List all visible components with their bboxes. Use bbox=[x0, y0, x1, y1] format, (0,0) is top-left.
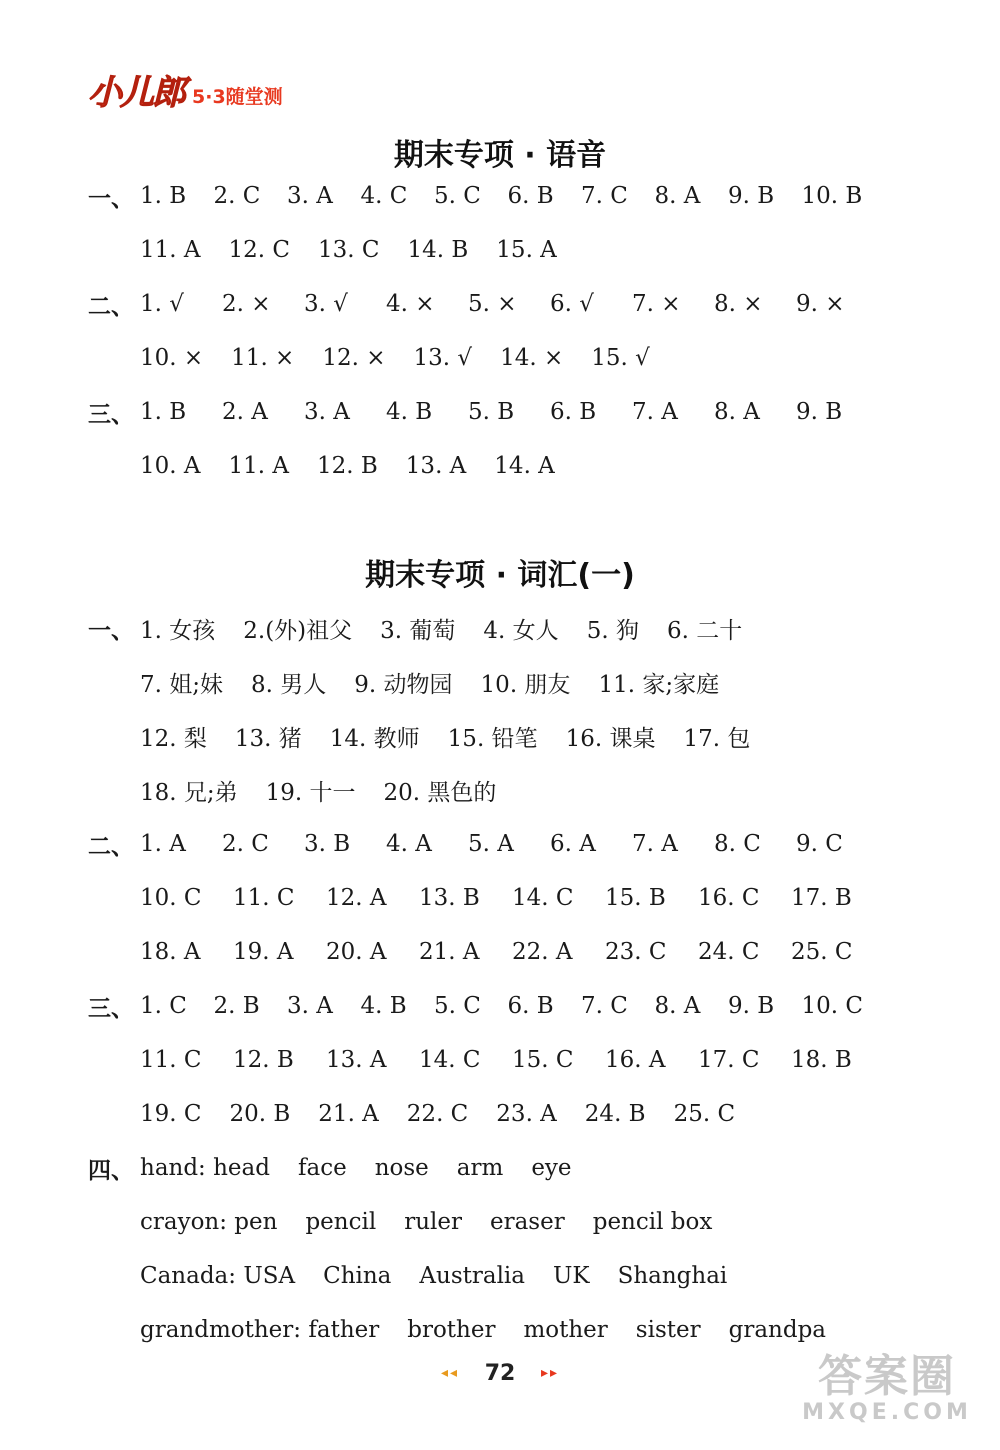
answer-item: 1. B bbox=[140, 399, 187, 425]
answer-item: 15. √ bbox=[591, 345, 650, 371]
answer-line bbox=[140, 1094, 763, 1134]
answer-item: 14. C bbox=[512, 885, 574, 911]
answer-item: 3. 葡萄 bbox=[380, 617, 456, 644]
answer-item: pencil bbox=[305, 1209, 377, 1235]
answer-item: 15. C bbox=[512, 1047, 574, 1073]
answer-item: eye bbox=[531, 1155, 572, 1181]
answer-item: Canada: USA bbox=[140, 1263, 296, 1289]
answer-item: 15. B bbox=[605, 885, 666, 911]
question-group-marker: 二、 bbox=[88, 293, 134, 320]
answer-item: 8. A bbox=[714, 399, 760, 425]
answer-item: 7. C bbox=[581, 183, 628, 209]
answer-item: 6. B bbox=[507, 183, 554, 209]
watermark-logo: 答案圈 bbox=[818, 1351, 956, 1402]
answer-line bbox=[140, 446, 583, 486]
answer-item: 4. × bbox=[386, 291, 435, 317]
answer-item: 14. A bbox=[494, 453, 555, 479]
answer-item: 17. B bbox=[791, 885, 852, 911]
answer-item: 16. C bbox=[698, 885, 760, 911]
answer-item: 2. × bbox=[222, 291, 271, 317]
answer-item: face bbox=[297, 1155, 347, 1181]
answer-item: 18. A bbox=[140, 939, 201, 965]
answer-item: 13. A bbox=[326, 1047, 387, 1073]
answer-item: sister bbox=[635, 1317, 701, 1343]
question-group-marker: 二、 bbox=[88, 833, 134, 860]
answer-item: 4. C bbox=[360, 183, 408, 209]
answer-item: 9. B bbox=[728, 993, 775, 1019]
page-header bbox=[88, 72, 283, 112]
answer-item: 5. 狗 bbox=[586, 617, 639, 644]
answer-item: 8. × bbox=[714, 291, 763, 317]
answer-line bbox=[140, 1148, 600, 1188]
answer-item: 22. C bbox=[406, 1101, 469, 1127]
answer-line bbox=[140, 986, 875, 1026]
answer-item: 24. C bbox=[698, 939, 760, 965]
answer-item: 7. C bbox=[581, 993, 628, 1019]
answer-line bbox=[140, 284, 878, 324]
answer-item: 14. B bbox=[407, 237, 469, 263]
answer-item: 1. 女孩 bbox=[140, 617, 216, 644]
answer-item: 21. A bbox=[419, 939, 480, 965]
answer-item: 21. A bbox=[318, 1101, 379, 1127]
answer-item: 12. C bbox=[228, 237, 290, 263]
answer-item: 6. √ bbox=[550, 291, 594, 317]
answer-item: 5. C bbox=[434, 183, 481, 209]
answer-item: China bbox=[323, 1263, 392, 1289]
answer-item: 19. 十一 bbox=[265, 779, 356, 806]
answer-line bbox=[140, 1202, 740, 1242]
answer-item: 16. 课桌 bbox=[565, 725, 656, 752]
question-group-marker: 一、 bbox=[88, 185, 134, 212]
section-title: 期末专项 · 词汇(一) bbox=[365, 558, 635, 593]
answer-line bbox=[140, 230, 585, 270]
answer-item: 20. A bbox=[326, 939, 387, 965]
answer-item: 10. C bbox=[140, 885, 202, 911]
answer-item: 19. C bbox=[140, 1101, 202, 1127]
answer-item: 9. × bbox=[796, 291, 845, 317]
answer-line bbox=[140, 716, 778, 756]
answer-item: ruler bbox=[404, 1209, 462, 1235]
arrows-right-icon: ▸▸ bbox=[540, 1365, 560, 1381]
question-group-marker: 三、 bbox=[88, 995, 134, 1022]
answer-item: 10. B bbox=[801, 183, 863, 209]
answer-item: 13. 猪 bbox=[234, 725, 302, 752]
answer-item: 23. A bbox=[496, 1101, 557, 1127]
answer-item: eraser bbox=[489, 1209, 565, 1235]
answer-item: brother bbox=[407, 1317, 496, 1343]
answer-item: 19. A bbox=[233, 939, 294, 965]
answer-item: 11. C bbox=[233, 885, 295, 911]
watermark-url: MXQE.COM bbox=[802, 1400, 972, 1425]
answer-item: 14. × bbox=[500, 345, 564, 371]
answer-item: 20. B bbox=[229, 1101, 291, 1127]
answer-item: Shanghai bbox=[617, 1263, 728, 1289]
answer-item: 1. √ bbox=[140, 291, 184, 317]
answer-item: 9. B bbox=[796, 399, 843, 425]
answer-item: 10. 朋友 bbox=[480, 671, 571, 698]
answer-item: grandpa bbox=[728, 1317, 827, 1343]
answer-item: 9. 动物园 bbox=[354, 671, 453, 698]
answer-line bbox=[140, 338, 678, 378]
answer-item: 25. C bbox=[673, 1101, 736, 1127]
answer-item: crayon: pen bbox=[140, 1209, 278, 1235]
answer-item: 18. 兄;弟 bbox=[140, 779, 238, 806]
answer-item: 12. B bbox=[233, 1047, 294, 1073]
answer-item: 20. 黑色的 bbox=[383, 779, 497, 806]
answer-item: 1. B bbox=[140, 183, 187, 209]
answer-item: 2. B bbox=[213, 993, 260, 1019]
answer-item: 25. C bbox=[791, 939, 853, 965]
answer-item: 11. × bbox=[231, 345, 295, 371]
answer-item: 4. A bbox=[386, 831, 432, 857]
answer-item: 14. C bbox=[419, 1047, 481, 1073]
answer-item: 11. A bbox=[228, 453, 289, 479]
answer-item: 11. C bbox=[140, 1047, 202, 1073]
answer-item: 13. B bbox=[419, 885, 480, 911]
watermark bbox=[792, 1340, 982, 1430]
question-group-marker: 一、 bbox=[88, 617, 134, 644]
answer-item: 3. √ bbox=[304, 291, 348, 317]
answer-line bbox=[140, 662, 747, 702]
answer-item: 5. × bbox=[468, 291, 517, 317]
answer-item: pencil box bbox=[592, 1209, 713, 1235]
answer-line bbox=[140, 392, 878, 432]
answer-line bbox=[140, 932, 884, 972]
answer-item: 11. A bbox=[140, 237, 201, 263]
answer-item: 12. A bbox=[326, 885, 387, 911]
answer-item: 10. A bbox=[140, 453, 201, 479]
answer-item: 8. A bbox=[654, 183, 701, 209]
answer-item: 10. × bbox=[140, 345, 204, 371]
question-group-marker: 三、 bbox=[88, 401, 134, 428]
answer-item: 8. A bbox=[654, 993, 701, 1019]
answer-line bbox=[140, 824, 878, 864]
answer-item: 14. 教师 bbox=[329, 725, 420, 752]
answer-item: 7. A bbox=[632, 399, 678, 425]
answer-item: 8. 男人 bbox=[251, 671, 327, 698]
answer-item: arm bbox=[456, 1155, 504, 1181]
answer-line bbox=[140, 176, 875, 216]
answer-item: 18. B bbox=[791, 1047, 852, 1073]
answer-item: 5. B bbox=[468, 399, 515, 425]
answer-item: 15. 铅笔 bbox=[447, 725, 538, 752]
answer-item: 24. B bbox=[584, 1101, 646, 1127]
answer-item: 13. √ bbox=[413, 345, 473, 371]
answer-line bbox=[140, 1040, 884, 1080]
answer-item: 22. A bbox=[512, 939, 573, 965]
answer-item: 7. 姐;妹 bbox=[140, 671, 224, 698]
page-number: 72 bbox=[484, 1360, 516, 1386]
answer-item: 13. C bbox=[318, 237, 380, 263]
answer-item: 12. 梨 bbox=[140, 725, 207, 752]
answer-item: 13. A bbox=[405, 453, 467, 479]
answer-item: 1. A bbox=[140, 831, 186, 857]
answer-line bbox=[140, 1310, 854, 1350]
answer-item: 4. B bbox=[360, 993, 407, 1019]
answer-item: 16. A bbox=[605, 1047, 666, 1073]
answer-item: 3. B bbox=[304, 831, 351, 857]
answer-item: 2. A bbox=[222, 399, 268, 425]
answer-line bbox=[140, 1256, 755, 1296]
answer-item: 3. A bbox=[304, 399, 350, 425]
answer-item: 12. B bbox=[317, 453, 378, 479]
answer-item: 12. × bbox=[322, 345, 386, 371]
answer-item: 9. B bbox=[728, 183, 775, 209]
answer-item: 2. C bbox=[222, 831, 269, 857]
answer-item: mother bbox=[523, 1317, 608, 1343]
answer-item: Australia bbox=[419, 1263, 525, 1289]
answer-item: 2. C bbox=[213, 183, 261, 209]
answer-item: nose bbox=[374, 1155, 429, 1181]
answer-item: 6. 二十 bbox=[666, 617, 743, 644]
answer-item: 17. 包 bbox=[683, 725, 751, 752]
answer-item: grandmother: father bbox=[140, 1317, 380, 1343]
answer-item: 2.(外)祖父 bbox=[243, 617, 353, 644]
answer-item: 4. B bbox=[386, 399, 433, 425]
answer-item: 15. A bbox=[496, 237, 557, 263]
answer-item: 6. B bbox=[507, 993, 554, 1019]
section-title: 期末专项 · 语音 bbox=[393, 138, 607, 173]
answer-item: UK bbox=[553, 1263, 590, 1289]
answer-item: 4. 女人 bbox=[483, 617, 559, 644]
answer-item: 9. C bbox=[796, 831, 843, 857]
series-subtitle: 5·3随堂测 bbox=[192, 86, 283, 108]
answer-item: 17. C bbox=[698, 1047, 760, 1073]
answer-line bbox=[140, 878, 884, 918]
arrows-left-icon: ◂◂ bbox=[440, 1365, 460, 1381]
answer-item: 3. A bbox=[287, 993, 333, 1019]
answer-item: hand: head bbox=[140, 1155, 270, 1181]
answer-item: 7. × bbox=[632, 291, 681, 317]
answer-item: 6. B bbox=[550, 399, 597, 425]
answer-item: 1. C bbox=[140, 993, 187, 1019]
brand-logo: 小儿郎 bbox=[88, 73, 184, 113]
answer-line bbox=[140, 608, 770, 648]
answer-item: 3. A bbox=[287, 183, 333, 209]
answer-item: 5. C bbox=[434, 993, 481, 1019]
answer-item: 11. 家;家庭 bbox=[598, 671, 720, 698]
question-group-marker: 四、 bbox=[88, 1157, 134, 1184]
answer-item: 8. C bbox=[714, 831, 761, 857]
answer-item: 10. C bbox=[801, 993, 863, 1019]
answer-item: 7. A bbox=[632, 831, 678, 857]
answer-item: 5. A bbox=[468, 831, 514, 857]
answer-item: 23. C bbox=[605, 939, 667, 965]
answer-item: 6. A bbox=[550, 831, 596, 857]
answer-line bbox=[140, 770, 524, 810]
